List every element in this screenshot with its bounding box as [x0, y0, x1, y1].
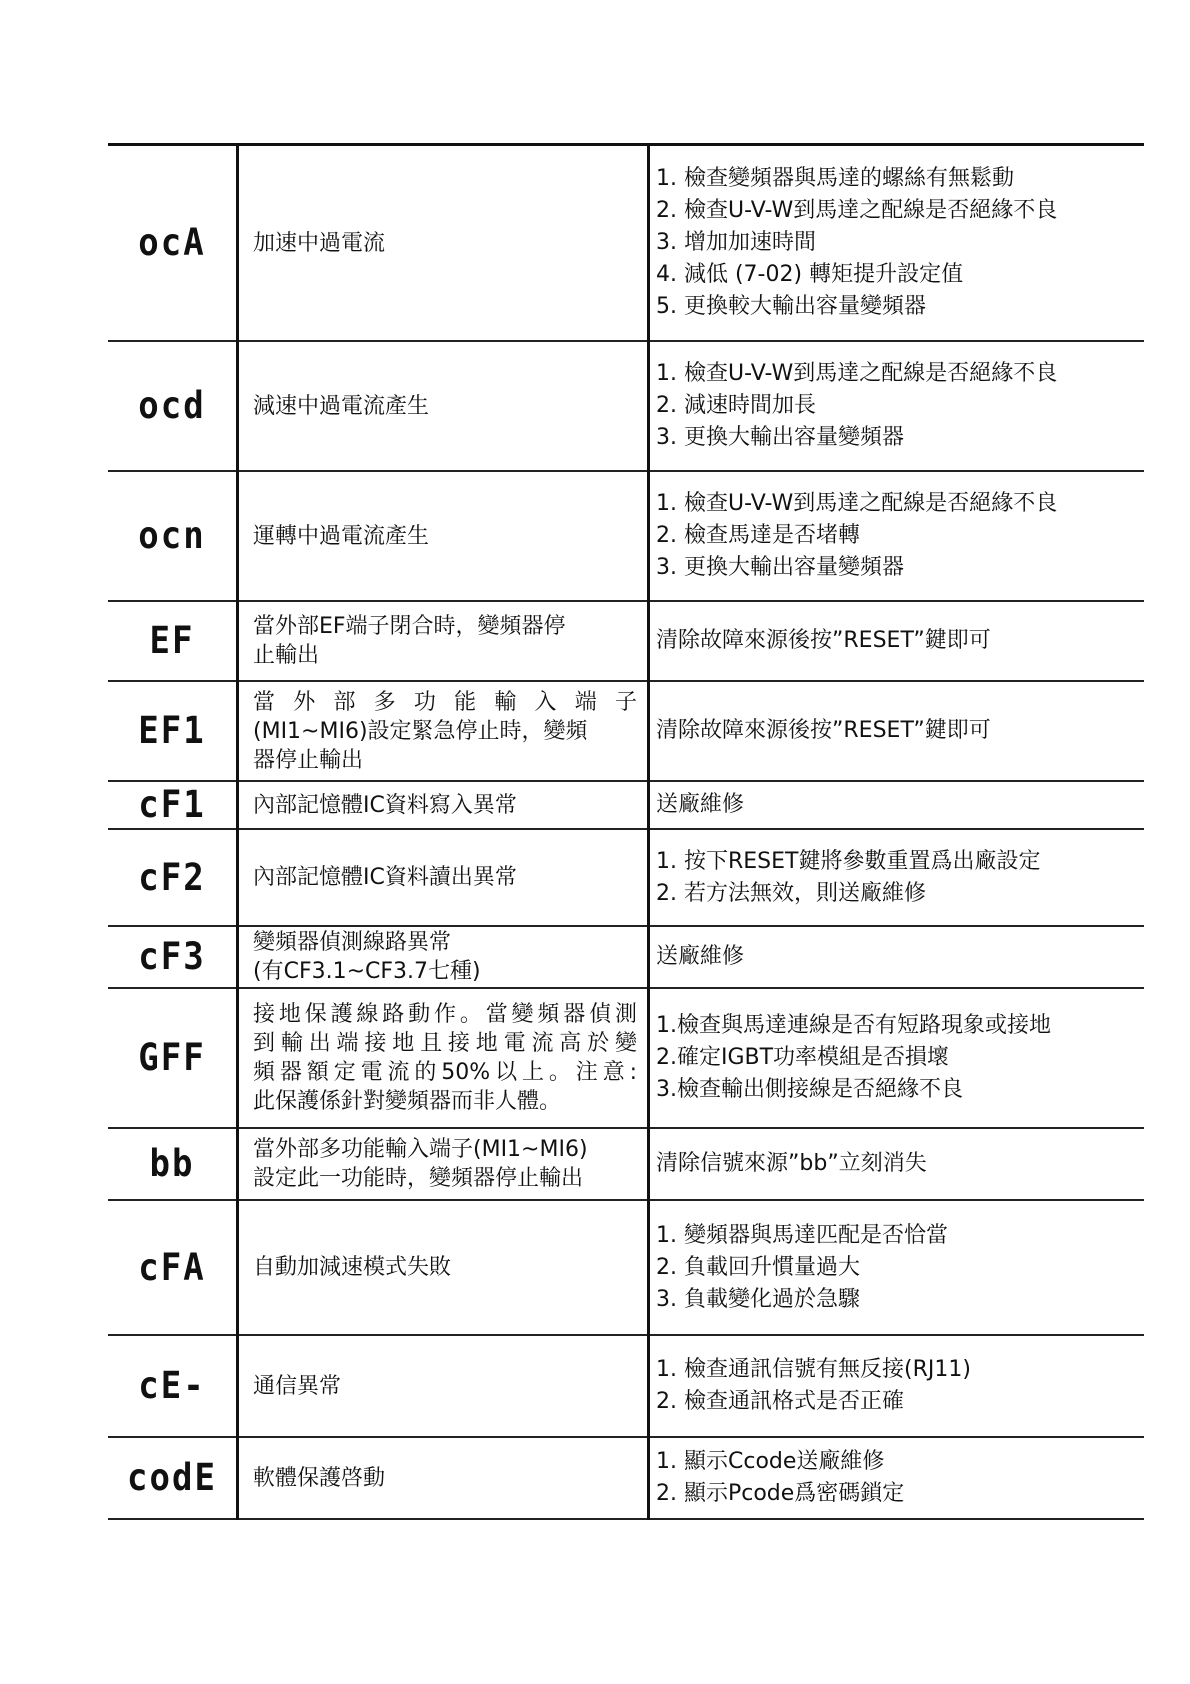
fault-description-cell [238, 601, 649, 681]
fault-description-line: 變頻器偵測線路異常 [253, 930, 452, 955]
table-row [108, 681, 1144, 781]
fault-code-cell [108, 146, 238, 341]
fault-code-display: bb [149, 1142, 195, 1186]
fault-description-cell [238, 1437, 649, 1519]
solution-line: 1. 檢查U-V-W到馬達之配線是否絕緣不良 [656, 361, 1058, 386]
fault-code-display: ocd [138, 384, 206, 428]
fault-code-cell [108, 471, 238, 601]
fault-description-line: 內部記憶體IC資料寫入異常 [253, 792, 517, 818]
fault-description-cell [238, 781, 649, 829]
solution-line: 1. 檢查U-V-W到馬達之配線是否絕緣不良 [656, 491, 1058, 516]
solution-line: 2. 減速時間加長 [656, 393, 816, 418]
fault-code-display: cF1 [138, 783, 206, 827]
solution-line: 3. 更換大輸出容量變頻器 [656, 425, 904, 450]
fault-description-line: 頻器額定電流的50%以上。注意: [253, 1060, 637, 1085]
solution-cell [649, 988, 1145, 1128]
fault-description-cell [238, 988, 649, 1128]
fault-description-line: 減速中過電流產生 [253, 393, 430, 419]
table-row [108, 471, 1144, 601]
fault-description-line: 器停止輸出 [253, 747, 364, 773]
fault-code-cell [108, 681, 238, 781]
solution-cell [649, 926, 1145, 988]
solution-cell [649, 681, 1145, 781]
fault-code-cell [108, 1200, 238, 1335]
fault-description-line: 止輸出 [253, 643, 320, 668]
fault-description-cell [238, 1335, 649, 1437]
fault-code-table [108, 146, 1144, 1520]
fault-description-line: 通信異常 [253, 1373, 342, 1399]
fault-description-line: 當外部EF端子閉合時，變頻器停 [253, 614, 566, 639]
table-row [108, 781, 1144, 829]
table-row [108, 341, 1144, 471]
fault-code-cell [108, 829, 238, 926]
fault-code-display: ocn [138, 514, 206, 558]
fault-code-cell [108, 1128, 238, 1200]
solution-line: 1. 檢查通訊信號有無反接(RJ11) [656, 1357, 971, 1382]
solution-line: 2. 負載回升慣量過大 [656, 1254, 860, 1280]
solution-line: 2. 顯示Pcode爲密碼鎖定 [656, 1481, 905, 1506]
fault-description-line: 此保護係針對變頻器而非人體。 [253, 1089, 562, 1114]
solution-cell [649, 781, 1145, 829]
fault-description-line: 當外部多功能輸入端子(MI1~MI6) [253, 1137, 588, 1162]
solution-cell [649, 829, 1145, 926]
table-row [108, 146, 1144, 341]
fault-description-line: 自動加減速模式失敗 [253, 1255, 452, 1280]
fault-code-display: EF [149, 619, 195, 663]
solution-line: 1.檢查與馬達連線是否有短路現象或接地 [656, 1013, 1051, 1038]
fault-description-line: 當外部多功能輸入端子 [253, 689, 637, 715]
solution-line: 2. 檢查U-V-W到馬達之配線是否絕緣不良 [656, 198, 1058, 223]
solution-line: 1. 顯示Ccode送廠維修 [656, 1449, 885, 1474]
fault-code-cell [108, 1437, 238, 1519]
solution-line: 3.檢查輸出側接線是否絕緣不良 [656, 1077, 963, 1102]
fault-code-cell [108, 781, 238, 829]
solution-line: 清除故障來源後按”RESET”鍵即可 [656, 628, 991, 653]
fault-description-cell [238, 146, 649, 341]
table-row [108, 1128, 1144, 1200]
table-row [108, 926, 1144, 988]
solution-line: 3. 增加加速時間 [656, 230, 816, 255]
solution-line: 3. 更換大輸出容量變頻器 [656, 555, 904, 580]
solution-line: 送廠維修 [656, 944, 745, 969]
solution-line: 2. 檢查通訊格式是否正確 [656, 1389, 904, 1414]
solution-line: 4. 減低 (7-02) 轉矩提升設定值 [656, 262, 964, 287]
fault-description-line: 到輸出端接地且接地電流高於變 [253, 1031, 637, 1056]
fault-description-cell [238, 1128, 649, 1200]
solution-line: 清除故障來源後按”RESET”鍵即可 [656, 718, 991, 743]
fault-description-line: 軟體保護啓動 [253, 1465, 386, 1491]
fault-code-display: cE- [138, 1364, 206, 1408]
fault-code-display: cF3 [138, 935, 206, 979]
fault-code-display: ocA [138, 221, 206, 265]
solution-line: 2. 若方法無效，則送廠維修 [656, 880, 926, 906]
fault-description-cell [238, 471, 649, 601]
solution-cell [649, 601, 1145, 681]
fault-code-display: GFF [138, 1036, 206, 1080]
fault-description-cell [238, 926, 649, 988]
table-row [108, 829, 1144, 926]
solution-cell [649, 1335, 1145, 1437]
solution-line: 1. 按下RESET鍵將參數重置爲出廠設定 [656, 848, 1041, 874]
fault-description-line: 運轉中過電流產生 [253, 523, 430, 549]
fault-description-cell [238, 341, 649, 471]
solution-line: 送廠維修 [656, 792, 745, 817]
table-row [108, 1437, 1144, 1519]
fault-code-display: codE [127, 1456, 217, 1500]
solution-line: 1. 變頻器與馬達匹配是否恰當 [656, 1222, 948, 1248]
fault-code-cell [108, 988, 238, 1128]
fault-description-cell [238, 829, 649, 926]
solution-cell [649, 471, 1145, 601]
fault-description-line: 接地保護線路動作。當變頻器偵測 [253, 1002, 637, 1027]
fault-code-cell [108, 341, 238, 471]
solution-cell [649, 1128, 1145, 1200]
fault-code-cell [108, 601, 238, 681]
solution-line: 清除信號來源”bb”立刻消失 [656, 1151, 927, 1176]
fault-description-line: 內部記憶體IC資料讀出異常 [253, 865, 517, 890]
table-row [108, 601, 1144, 681]
solution-cell [649, 1200, 1145, 1335]
fault-description-line: (MI1~MI6)設定緊急停止時，變頻 [253, 718, 588, 744]
fault-description-line: 設定此一功能時，變頻器停止輸出 [253, 1166, 584, 1191]
table-row [108, 1200, 1144, 1335]
fault-description-cell [238, 1200, 649, 1335]
solution-cell [649, 1437, 1145, 1519]
solution-line: 5. 更換較大輸出容量變頻器 [656, 294, 926, 319]
fault-code-display: EF1 [138, 709, 206, 753]
table-row [108, 1335, 1144, 1437]
solution-line: 2.確定IGBT功率模組是否損壞 [656, 1045, 950, 1070]
solution-cell [649, 341, 1145, 471]
fault-description-line: (有CF3.1~CF3.7七種) [253, 959, 481, 984]
solution-cell [649, 146, 1145, 341]
solution-line: 3. 負載變化過於急驟 [656, 1286, 860, 1312]
fault-code-display: cF2 [138, 855, 206, 900]
fault-description-cell [238, 681, 649, 781]
fault-code-cell [108, 1335, 238, 1437]
fault-code-cell [108, 926, 238, 988]
fault-description-line: 加速中過電流 [253, 230, 386, 256]
solution-line: 2. 檢查馬達是否堵轉 [656, 523, 860, 548]
table-row [108, 988, 1144, 1128]
fault-code-display: cFA [138, 1245, 206, 1290]
solution-line: 1. 檢查變頻器與馬達的螺絲有無鬆動 [656, 166, 1014, 191]
fault-table-body [108, 146, 1144, 1519]
